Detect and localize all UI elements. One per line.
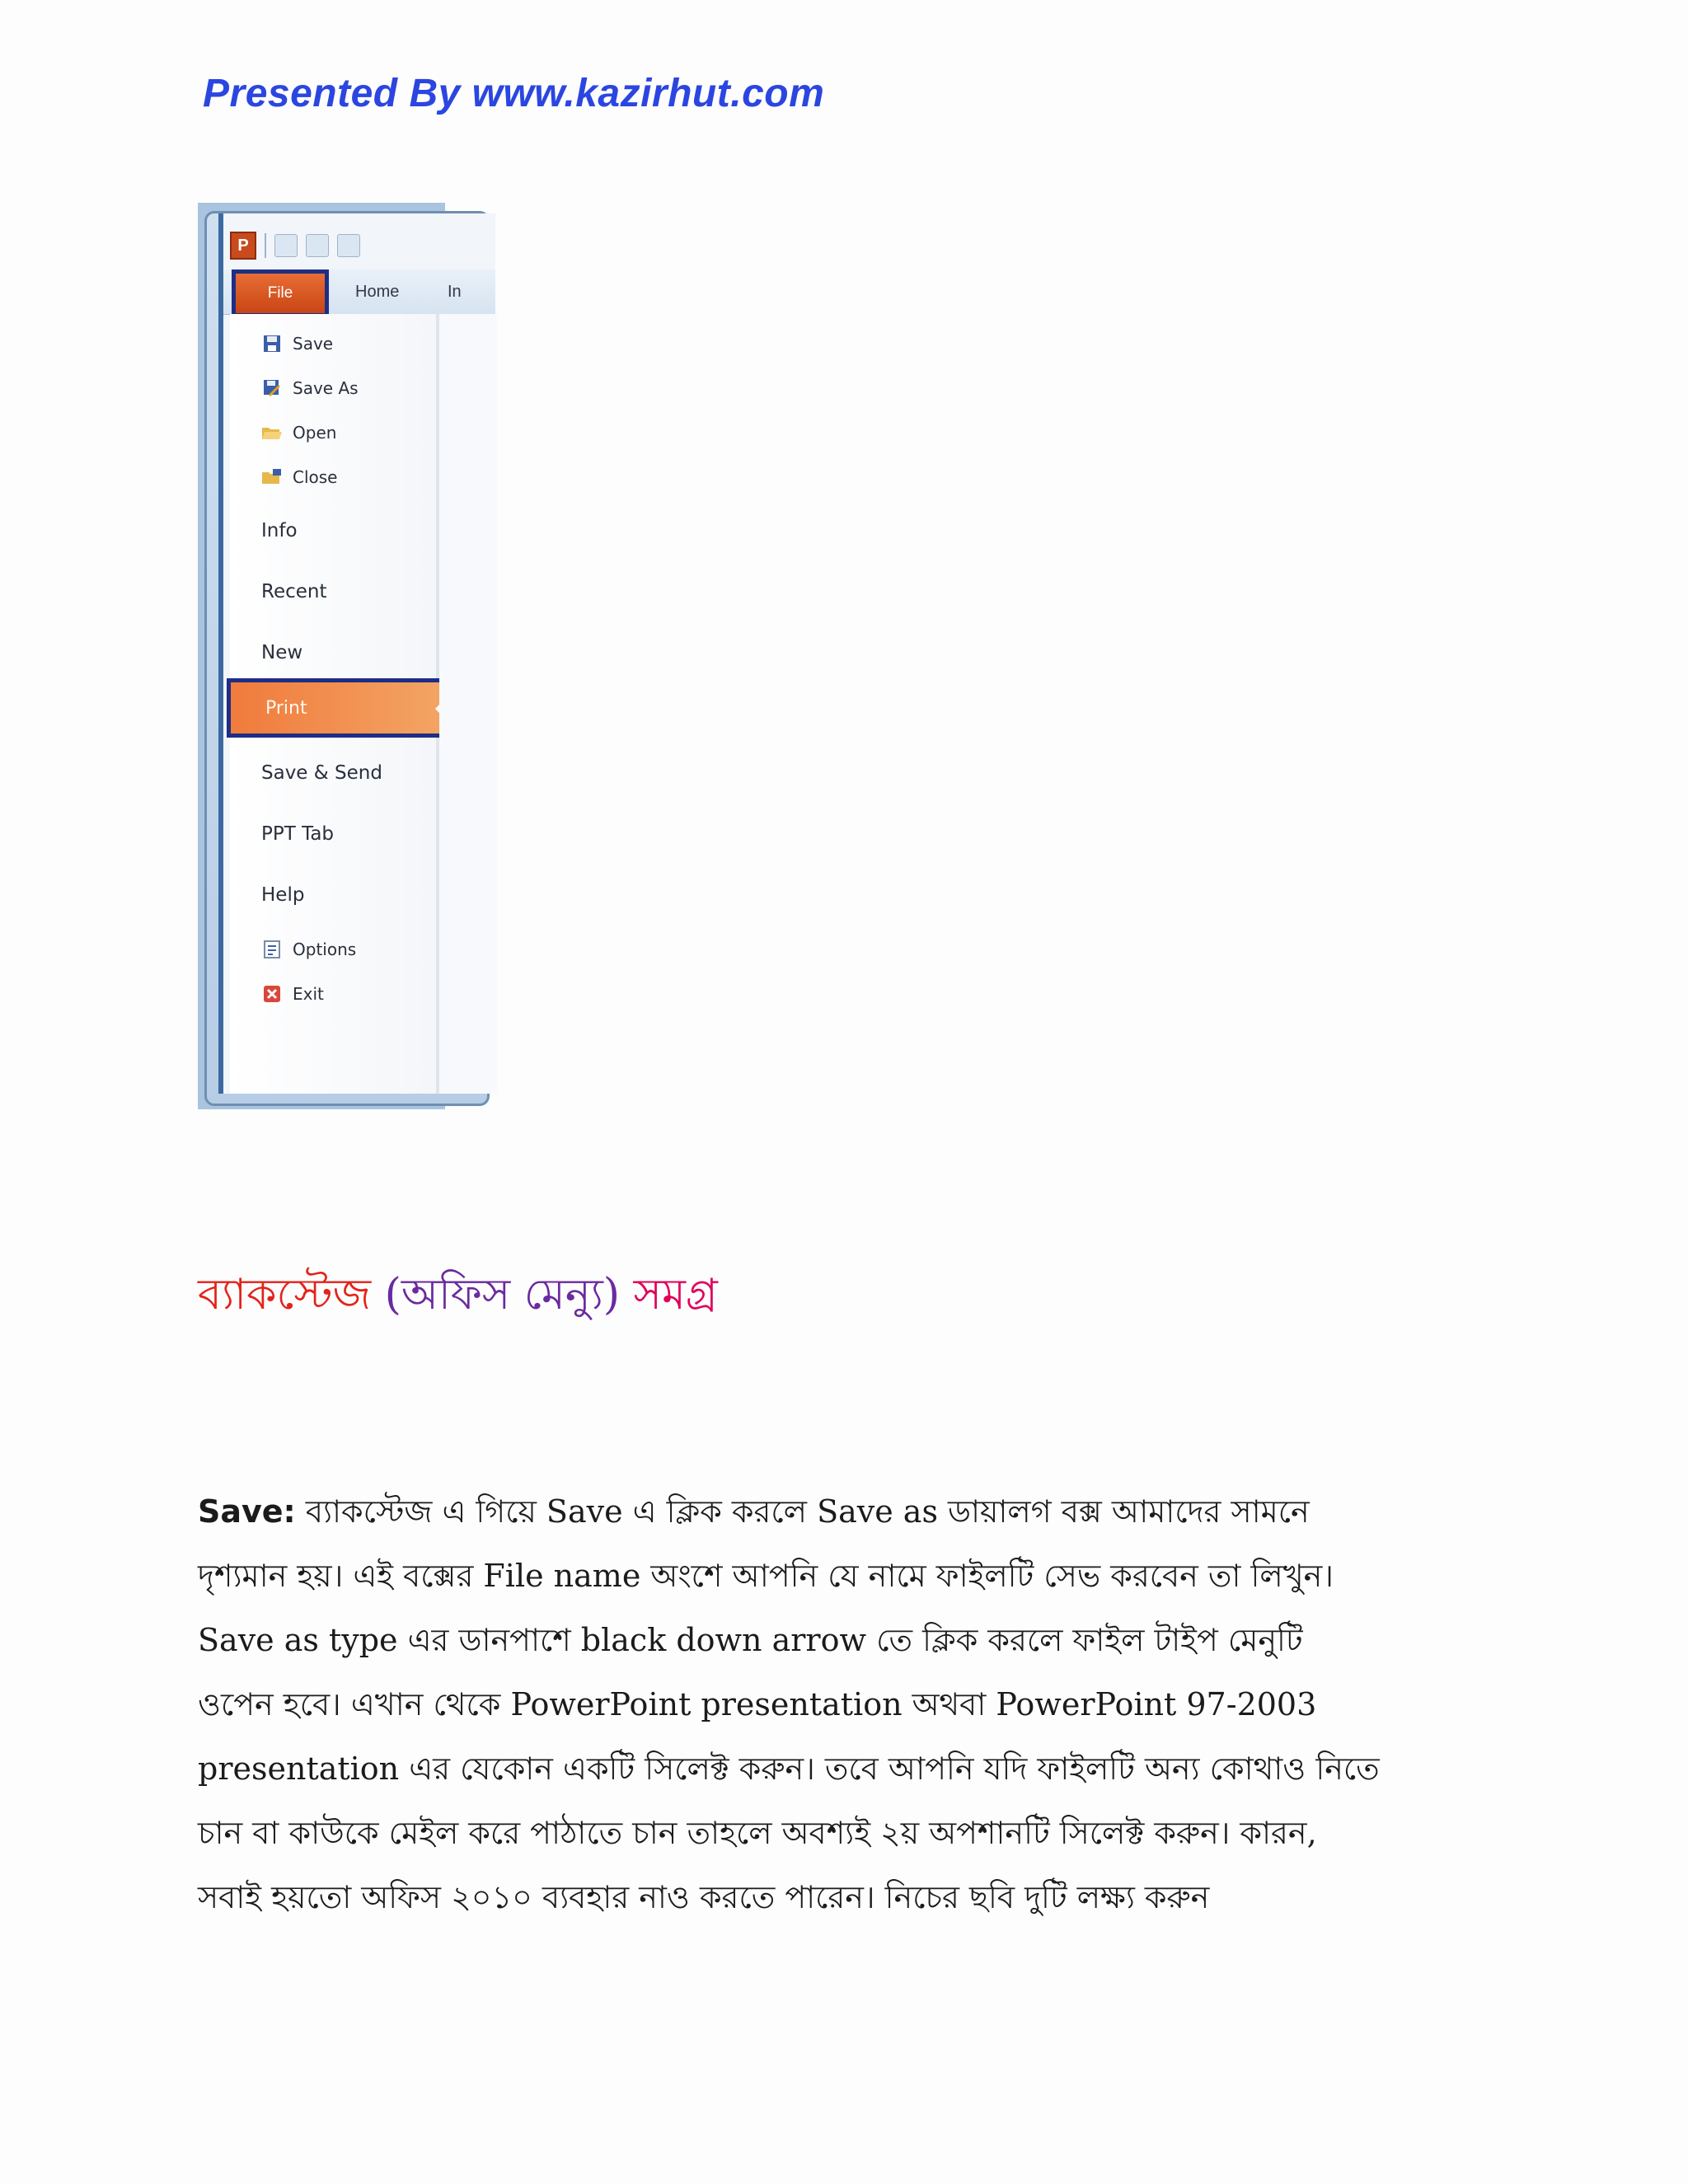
save-icon bbox=[261, 333, 283, 354]
tab-insert-partial: In bbox=[448, 283, 462, 301]
section-heading bbox=[198, 1261, 718, 1333]
menu-item-save-and-send: Save & Send bbox=[261, 762, 382, 784]
menu-item-ppt-tab: PPT Tab bbox=[261, 823, 335, 845]
undo-icon bbox=[306, 234, 329, 257]
menu-item-open: Open bbox=[230, 415, 436, 451]
save-description-paragraph bbox=[198, 1479, 1500, 1929]
quick-access-toolbar bbox=[223, 227, 502, 265]
paragraph-line: presentation এর যেকোন একটি সিলেক্ট করুন। তবে আপনি যদি ফাইলটি অন্য কোথাও নিতে bbox=[198, 1750, 1380, 1787]
backstage-content-area bbox=[439, 314, 497, 1094]
menu-item-exit: Exit bbox=[230, 975, 436, 1013]
paragraph-line: দৃশ্যমান হয়। এই বক্সের File name অংশে আপনি যে নামে ফাইলটি সেভ করবেন তা লিখুন। bbox=[198, 1558, 1334, 1594]
toolbar-separator bbox=[265, 233, 266, 258]
window-body bbox=[218, 213, 495, 1094]
close-folder-icon bbox=[261, 466, 283, 488]
tab-home: Home bbox=[355, 283, 400, 301]
backstage-menu-screenshot bbox=[198, 203, 462, 1109]
menu-item-save-as: Save As bbox=[230, 370, 436, 406]
menu-item-help: Help bbox=[261, 884, 305, 906]
redo-icon bbox=[337, 234, 360, 257]
heading-part-overview: সমগ্র bbox=[633, 1270, 718, 1319]
open-folder-icon bbox=[261, 422, 283, 443]
window-frame bbox=[204, 211, 490, 1106]
paragraph-line: Save as type এর ডানপাশে black down arrow তে ক্লিক করলে ফাইল টাইপ মেনুটি bbox=[198, 1622, 1303, 1658]
menu-item-close: Close bbox=[230, 459, 436, 495]
menu-item-print: Print bbox=[227, 678, 449, 738]
backstage-menu bbox=[230, 314, 439, 1094]
paragraph-line: চান বা কাউকে মেইল করে পাঠাতে চান তাহলে অবশ্যই ২য় অপশানটি সিলেক্ট করুন। কারন, bbox=[198, 1815, 1317, 1851]
menu-item-recent: Recent bbox=[261, 581, 327, 602]
paragraph-line: Save: ব্যাকস্টেজ এ গিয়ে Save এ ক্লিক করলে Save as ডায়ালগ বক্স আমাদের সামনে bbox=[198, 1493, 1310, 1530]
exit-icon bbox=[261, 983, 283, 1005]
save-as-icon bbox=[261, 377, 283, 399]
menu-item-info: Info bbox=[261, 520, 298, 541]
menu-item-new: New bbox=[261, 642, 303, 663]
powerpoint-logo-icon: P bbox=[230, 232, 256, 260]
heading-part-office-menu: (অফিস মেন্যু) bbox=[384, 1270, 621, 1319]
paragraph-line: সবাই হয়তো অফিস ২০১০ ব্যবহার নাও করতে পারেন। নিচের ছবি দুটি লক্ষ্য করুন bbox=[198, 1879, 1210, 1915]
options-icon bbox=[261, 939, 283, 960]
menu-item-options: Options bbox=[230, 930, 436, 968]
save-icon bbox=[274, 234, 298, 257]
save-label: Save: bbox=[198, 1493, 296, 1530]
heading-part-backstage: ব্যাকস্টেজ bbox=[198, 1270, 372, 1319]
paragraph-line: ওপেন হবে। এখান থেকে PowerPoint presentation অথবা PowerPoint 97-2003 bbox=[198, 1686, 1317, 1722]
presented-by-header: Presented By www.kazirhut.com bbox=[203, 72, 825, 115]
tab-file: File bbox=[232, 269, 329, 317]
menu-item-save: Save bbox=[230, 326, 436, 362]
